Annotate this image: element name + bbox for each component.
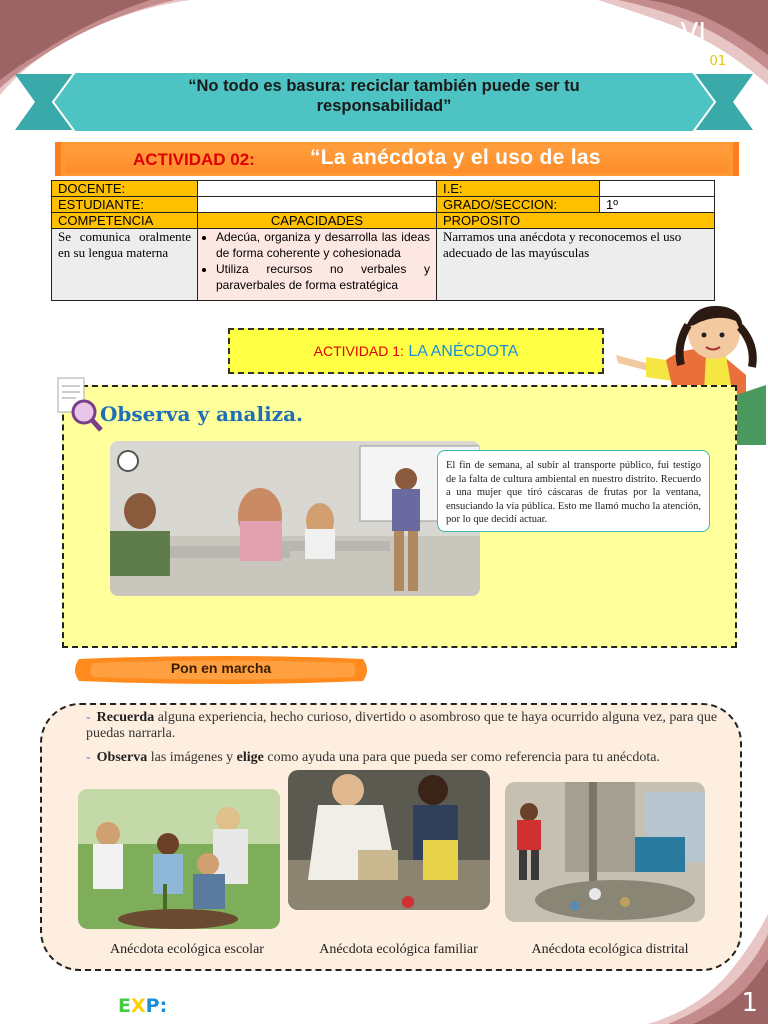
proposito-text: Narramos una anécdota y reconocemos el uso adecuado de las mayúsculas [437,229,715,301]
bullet-dash: - [86,710,91,725]
school-planting-photo [78,789,280,929]
activity-label: ACTIVIDAD 02: [133,150,255,169]
pon-en-marcha-label: Pon en marcha [170,660,272,676]
capacidad-item: • Adecúa, organiza y desarrolla las ideas de forma coherente y cohesionada [216,229,430,261]
estudiante-field[interactable] [198,197,437,213]
instruction-text: como ayuda una para que pueda ser como referencia para tu anécdota. [263,750,660,765]
caption-distrital: Anécdota ecológica distrital [531,942,689,957]
bullet-dash: - [86,750,91,765]
capacidades-list [198,229,437,301]
caption-escolar: Anécdota ecológica escolar [110,942,264,957]
exp-letter-e: E [118,995,131,1017]
ie-label: I.E: [437,181,600,197]
grade-roman-numeral: VI [680,18,706,48]
speech-bubble: El fin de semana, al subir al transporte público, fui testigo de la falta de cultura ambiental en nuestro distrito. Recuerdo a una mujer que tiró cáscaras de frutas por la ventana, ensuciando la vía pública. Esto me llamó mucho la atención, por lo que decidí actuar. [437,450,710,532]
estudiante-label: ESTUDIANTE: [52,197,198,213]
instruction-text: las imágenes y [147,750,237,765]
instruction-verb: Recuerda [96,710,155,725]
instruction-verb: elige [236,750,264,765]
exp-letter-p: P [145,995,160,1017]
proposito-header: PROPOSITO [437,213,715,229]
docente-label: DOCENTE: [52,181,198,197]
capacidad-item: • Utiliza recursos no verbales y paraverbales de forma estratégica [216,261,430,293]
instruction-recuerda [86,710,726,742]
district-street-trash-photo [505,782,705,922]
classroom-photo [110,441,480,596]
observa-title: Observa y analiza. [100,402,303,426]
document-magnifier-icon [56,376,104,432]
ie-field[interactable] [600,181,715,197]
grado-label: GRADO/SECCION: [437,197,600,213]
actividad1-box [228,328,604,374]
info-table [51,180,715,301]
competencia-text: Se comunica oralmente en su lengua materna [52,229,198,301]
grade-sub-number: 01 [709,54,726,69]
caption-familiar: Anécdota ecológica familiar [319,942,478,957]
family-cleanup-photo [288,770,490,910]
exp-label [118,995,167,1017]
page-number: 1 [741,988,758,1018]
project-title: “No todo es basura: reciclar también puede ser tu responsabilidad” [188,77,580,115]
instruction-text: alguna experiencia, hecho curioso, divertido o asombroso que te haya ocurrido alguna vez, para que puedas narrarla. [86,710,718,741]
capacidades-header: CAPACIDADES [198,213,437,229]
exp-colon: : [159,995,168,1017]
competencia-header: COMPETENCIA [52,213,198,229]
exp-letter-x: X [130,995,146,1017]
activity-title: “La anécdota y el uso de las [310,146,601,169]
instruction-observa [86,750,726,766]
actividad1-title: LA ANÉCDOTA [408,343,519,360]
grado-field[interactable]: 1º [600,197,715,213]
actividad1-label: ACTIVIDAD 1: [313,343,404,359]
instruction-verb: Observa [96,750,148,765]
docente-field[interactable] [198,181,437,197]
